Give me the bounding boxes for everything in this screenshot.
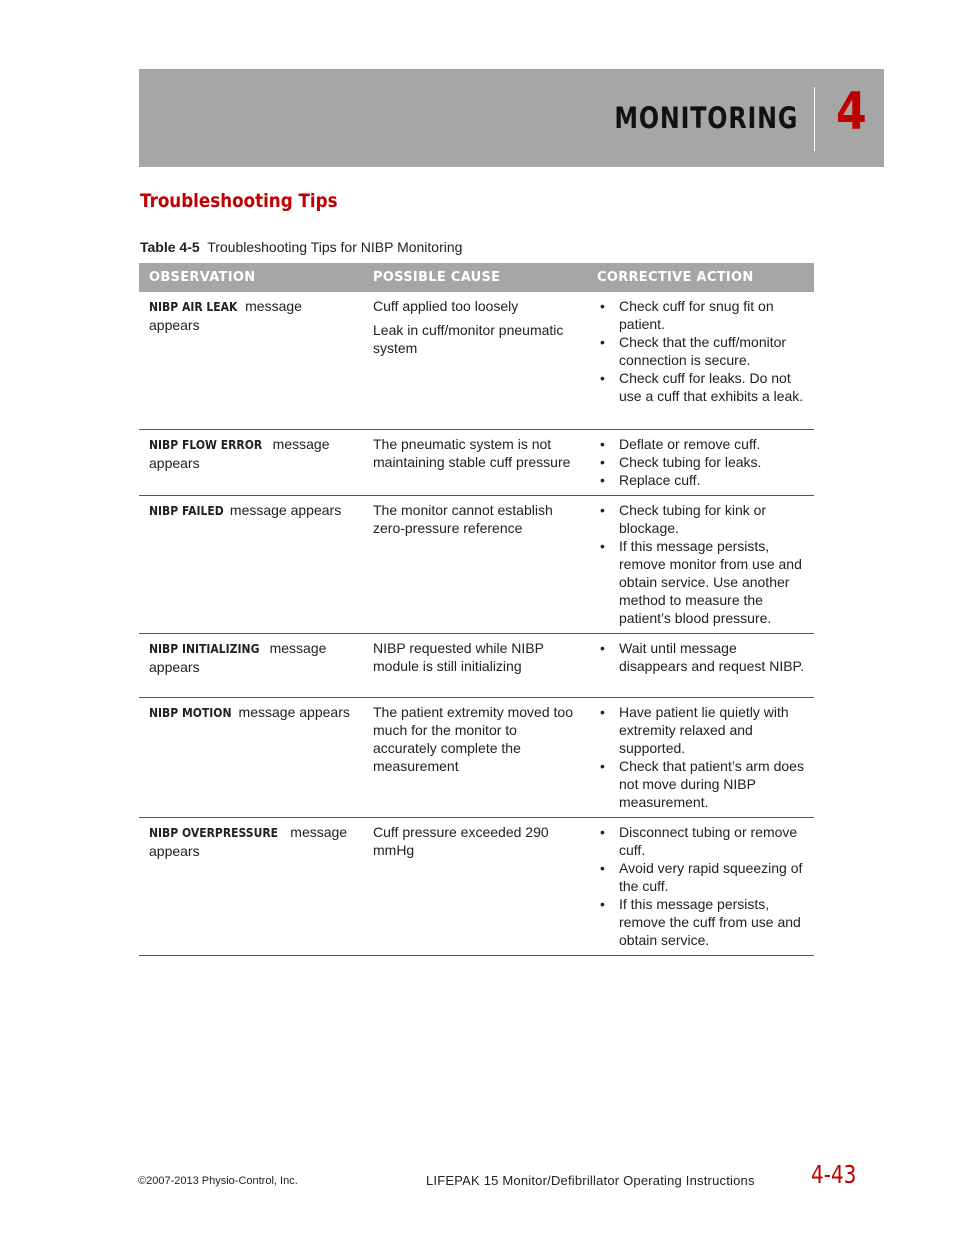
footer-copyright: ©2007-2013 Physio-Control, Inc. xyxy=(138,1175,298,1187)
action-item: • Have patient lie quietly with extremity relaxed and supported. xyxy=(597,703,804,757)
cause-text: Cuff pressure exceeded 290 mmHg xyxy=(373,823,549,858)
observation-cell xyxy=(139,495,363,633)
action-item: • Replace cuff. xyxy=(597,471,804,489)
action-item: • Check tubing for kink or blockage. xyxy=(597,501,804,537)
action-cell xyxy=(587,429,814,495)
message-code: NIBP INITIALIZING xyxy=(149,641,260,656)
observation-cell xyxy=(139,292,363,429)
cause-text: The patient extremity moved too much for the monitor to accurately complete the measurement xyxy=(373,703,573,774)
cause-text: NIBP requested while NIBP module is still initializing xyxy=(373,639,544,674)
action-list xyxy=(597,435,804,489)
table-caption xyxy=(140,239,462,255)
observation-text: message appears xyxy=(149,435,330,471)
action-item: • Deflate or remove cuff. xyxy=(597,435,804,453)
message-code: NIBP FAILED xyxy=(149,503,224,518)
observation-text: message appears xyxy=(234,703,350,720)
cause-text: Cuff applied too loosely xyxy=(373,298,519,314)
observation-cell xyxy=(139,817,363,955)
action-item: • Check that patient’s arm does not move during NIBP measurement. xyxy=(597,757,804,811)
cause-cell xyxy=(363,697,587,817)
action-cell xyxy=(587,697,814,817)
cause-cell xyxy=(363,495,587,633)
action-item: • If this message persists, remove the cuff from use and obtain service. xyxy=(597,895,804,949)
message-code: NIBP AIR LEAK xyxy=(149,300,238,314)
page-number: 4-43 xyxy=(811,1160,857,1189)
action-item: • Wait until message disappears and request NIBP. xyxy=(597,639,804,675)
observation-cell xyxy=(139,697,363,817)
cause-text: Leak in cuff/monitor pneumatic system xyxy=(373,322,564,356)
action-item: • If this message persists, remove monitor from use and obtain service. Use another method to measure the patient’s blood pressure. xyxy=(597,537,804,627)
action-list xyxy=(597,639,804,675)
cause-text: The pneumatic system is not maintaining stable cuff pressure xyxy=(373,435,571,470)
cause-cell xyxy=(363,817,587,955)
observation-text: message appears xyxy=(149,639,327,675)
table-row xyxy=(139,292,814,429)
table-row xyxy=(139,817,814,955)
observation-text: message appears xyxy=(149,823,348,859)
observation-text: message appears xyxy=(226,501,342,518)
action-cell xyxy=(587,633,814,697)
message-code: NIBP FLOW ERROR xyxy=(149,437,263,452)
chapter-header-band xyxy=(139,69,884,167)
cause-text: The monitor cannot establish zero-pressure reference xyxy=(373,501,553,536)
action-item: • Check cuff for snug fit on patient. xyxy=(597,297,804,333)
cause-cell xyxy=(363,633,587,697)
chapter-divider xyxy=(814,87,815,151)
action-list xyxy=(597,703,804,811)
message-code: NIBP OVERPRESSURE xyxy=(149,825,279,840)
table-header-row xyxy=(139,263,814,292)
table-row xyxy=(139,429,814,495)
column-header-observation: OBSERVATION xyxy=(139,263,363,292)
troubleshooting-table xyxy=(139,263,814,956)
action-item: • Avoid very rapid squeezing of the cuff. xyxy=(597,859,804,895)
table-row xyxy=(139,633,814,697)
column-header-corrective-action: CORRECTIVE ACTION xyxy=(587,263,814,292)
action-list xyxy=(597,501,804,627)
chapter-title: MONITORING xyxy=(614,101,798,135)
cause-cell xyxy=(363,292,587,429)
action-list xyxy=(597,297,804,405)
table-row xyxy=(139,495,814,633)
action-cell xyxy=(587,495,814,633)
action-item: • Disconnect tubing or remove cuff. xyxy=(597,823,804,859)
action-item: • Check that the cuff/monitor connection is secure. xyxy=(597,333,804,369)
footer-manual-title: LIFEPAK 15 Monitor/Defibrillator Operating Instructions xyxy=(426,1173,755,1188)
action-item: • Check tubing for leaks. xyxy=(597,453,804,471)
action-item: • Check cuff for leaks. Do not use a cuff that exhibits a leak. xyxy=(597,369,804,405)
cause-cell xyxy=(363,429,587,495)
message-code: NIBP MOTION xyxy=(149,705,232,720)
column-header-possible-cause: POSSIBLE CAUSE xyxy=(363,263,587,292)
section-title: Troubleshooting Tips xyxy=(140,190,338,212)
action-cell xyxy=(587,292,814,429)
table-caption-number: Table 4-5 xyxy=(140,239,200,255)
table-row xyxy=(139,697,814,817)
observation-cell xyxy=(139,633,363,697)
chapter-number: 4 xyxy=(836,82,867,142)
action-list xyxy=(597,823,804,949)
table-caption-text: Troubleshooting Tips for NIBP Monitoring xyxy=(207,239,463,255)
observation-text: message appears xyxy=(149,298,302,333)
observation-cell xyxy=(139,429,363,495)
action-cell xyxy=(587,817,814,955)
